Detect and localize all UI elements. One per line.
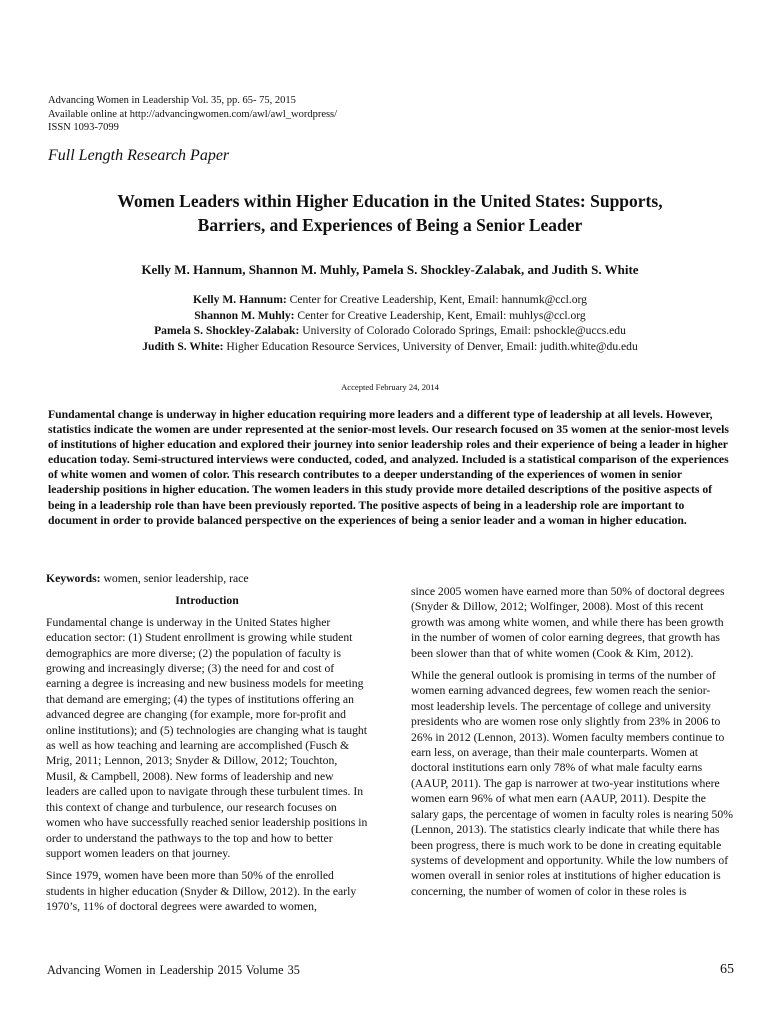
paragraph: since 2005 women have earned more than 50% of doctoral degrees (Snyder & Dillow, 2012; Wolfinger, 2008). Most of this recent growth was among white women, and while there has been growth in the number of women of color earning degrees, that growth has been slower than that of white women (Cook & Kim, 2012). (411, 585, 725, 660)
affiliations (40, 292, 740, 354)
title-line-1: Women Leaders within Higher Education in the United States: Supports, (117, 191, 663, 211)
affiliation-detail: Center for Creative Leadership, Kent, Email: hannumk@ccl.org (286, 293, 587, 306)
footer-journal: Advancing Women in Leadership 2015 Volume 35 (47, 963, 300, 977)
right-column (411, 584, 733, 906)
author-list: Kelly M. Hannum, Shannon M. Muhly, Pamela S. Shockley-Zalabak, and Judith S. White (141, 262, 639, 277)
affiliation-detail: Higher Education Resource Services, University of Denver, Email: judith.white@du.edu (223, 339, 638, 353)
title-line-2: Barriers, and Experiences of Being a Senior Leader (197, 214, 583, 235)
paragraph: Fundamental change is underway in the United States higher education sector: (1) Student enrollment is growing while student demographics are more diverse; (2) the population of faculty is growing and increasingly diverse; (3) the need for and cost of earning a degree is increasing and new business models for meeting that demand are emerging; (4) the types of institutions offering an advanced degree are changing (for example, more for-profit and online institutions); and (5) technologies are changing what is taught as well as how teaching and learning are accomplished (Fusch & Mrig, 2011; Lennon, 2013; Snyder & Dillow, 2012; Touchton, Musil, & Campbell, 2008). New forms of leadership and new leaders are called upon to navigate through these turbulent times. In this context of change and turbulence, our research focuses on women who have successfully reached senior leadership positions in order to understand the pathways to the top and how to better support women leaders on that journey. (46, 615, 368, 860)
journal-line: Advancing Women in Leadership Vol. 35, pp. 65- 75, 2015 (48, 95, 296, 106)
affiliation-line (40, 308, 740, 324)
affiliation-name: Shannon M. Muhly: (194, 308, 295, 322)
affiliation-name: Pamela S. Shockley-Zalabak: (154, 324, 300, 338)
issn-line: ISSN 1093-7099 (48, 122, 119, 133)
affiliation-line (40, 339, 740, 355)
keywords (46, 571, 368, 586)
keywords-label: Keywords: (46, 572, 101, 585)
paper-type-label: Full Length Research Paper (48, 147, 230, 164)
journal-metadata (48, 94, 337, 135)
keywords-value: women, senior leadership, race (100, 572, 249, 585)
abstract: Fundamental change is underway in higher education requiring more leaders and a different type of leadership at all levels. However, statistics indicate the women are under represented at the senior-most levels. Our research focused on 35 women at the senior-most levels of institutions of higher education and explored their journey into senior leadership roles and their experience of being a leader in higher education today. Semi-structured interviews were conducted, coded, and analyzed. Included is a statistical comparison of the experiences of white women and women of color. This research contributes to a deeper understanding of the experiences of women in senior leadership positions in higher education. The women leaders in this study provide more detailed descriptions of the positive aspects of being in a leadership role than have been previously reported. The positive aspects of being in a leadership role are important to document in order to provide balanced perspective on the experiences of being a senior leader and a woman in higher education. (48, 408, 729, 527)
affiliation-line (40, 323, 740, 339)
paragraph: Since 1979, women have been more than 50% of the enrolled students in higher education (Snyder & Dillow, 2012). In the early 1970’s, 11% of doctoral degrees were awarded to women, (46, 869, 357, 914)
affiliation-name: Judith S. White: (142, 339, 224, 353)
paper-title (40, 190, 740, 237)
affiliation-detail: Center for Creative Leadership, Kent, Email: muhlys@ccl.org (294, 308, 586, 322)
section-heading-introduction: Introduction (175, 594, 239, 608)
affiliation-detail: University of Colorado Colorado Springs, Email: pshockle@uccs.edu (299, 324, 626, 338)
availability-line: Available online at http://advancingwomen.com/awl/awl_wordpress/ (48, 108, 338, 120)
paragraph: While the general outlook is promising in terms of the number of women earning advanced degrees, few women reach the senior-most leadership levels. The percentage of college and university presidents who are women rose only slightly from 23% in 2006 to 26% in 2012 (Lennon, 2013). Women faculty members continue to earn less, on average, than their male counterparts. Women at doctoral institutions earn only 78% of what male faculty earns (AAUP, 2011). The gap is narrower at two-year institutions where women earn 96% of what men earn (AAUP, 2011). Despite the salary gaps, the percentage of women in faculty roles is nearing 50% (Lennon, 2013). The statistics clearly indicate that while there has been progress, there is much work to be done in creating equitable systems of development and opportunity. While the low numbers of women overall in senior roles at institutions of higher education is concerning, the number of women of color in these roles is (411, 669, 733, 898)
accepted-date: Accepted February 24, 2014 (341, 382, 439, 392)
affiliation-line (40, 292, 740, 308)
left-column (46, 571, 368, 922)
affiliation-name: Kelly M. Hannum: (193, 293, 287, 306)
page-number: 65 (720, 962, 734, 977)
